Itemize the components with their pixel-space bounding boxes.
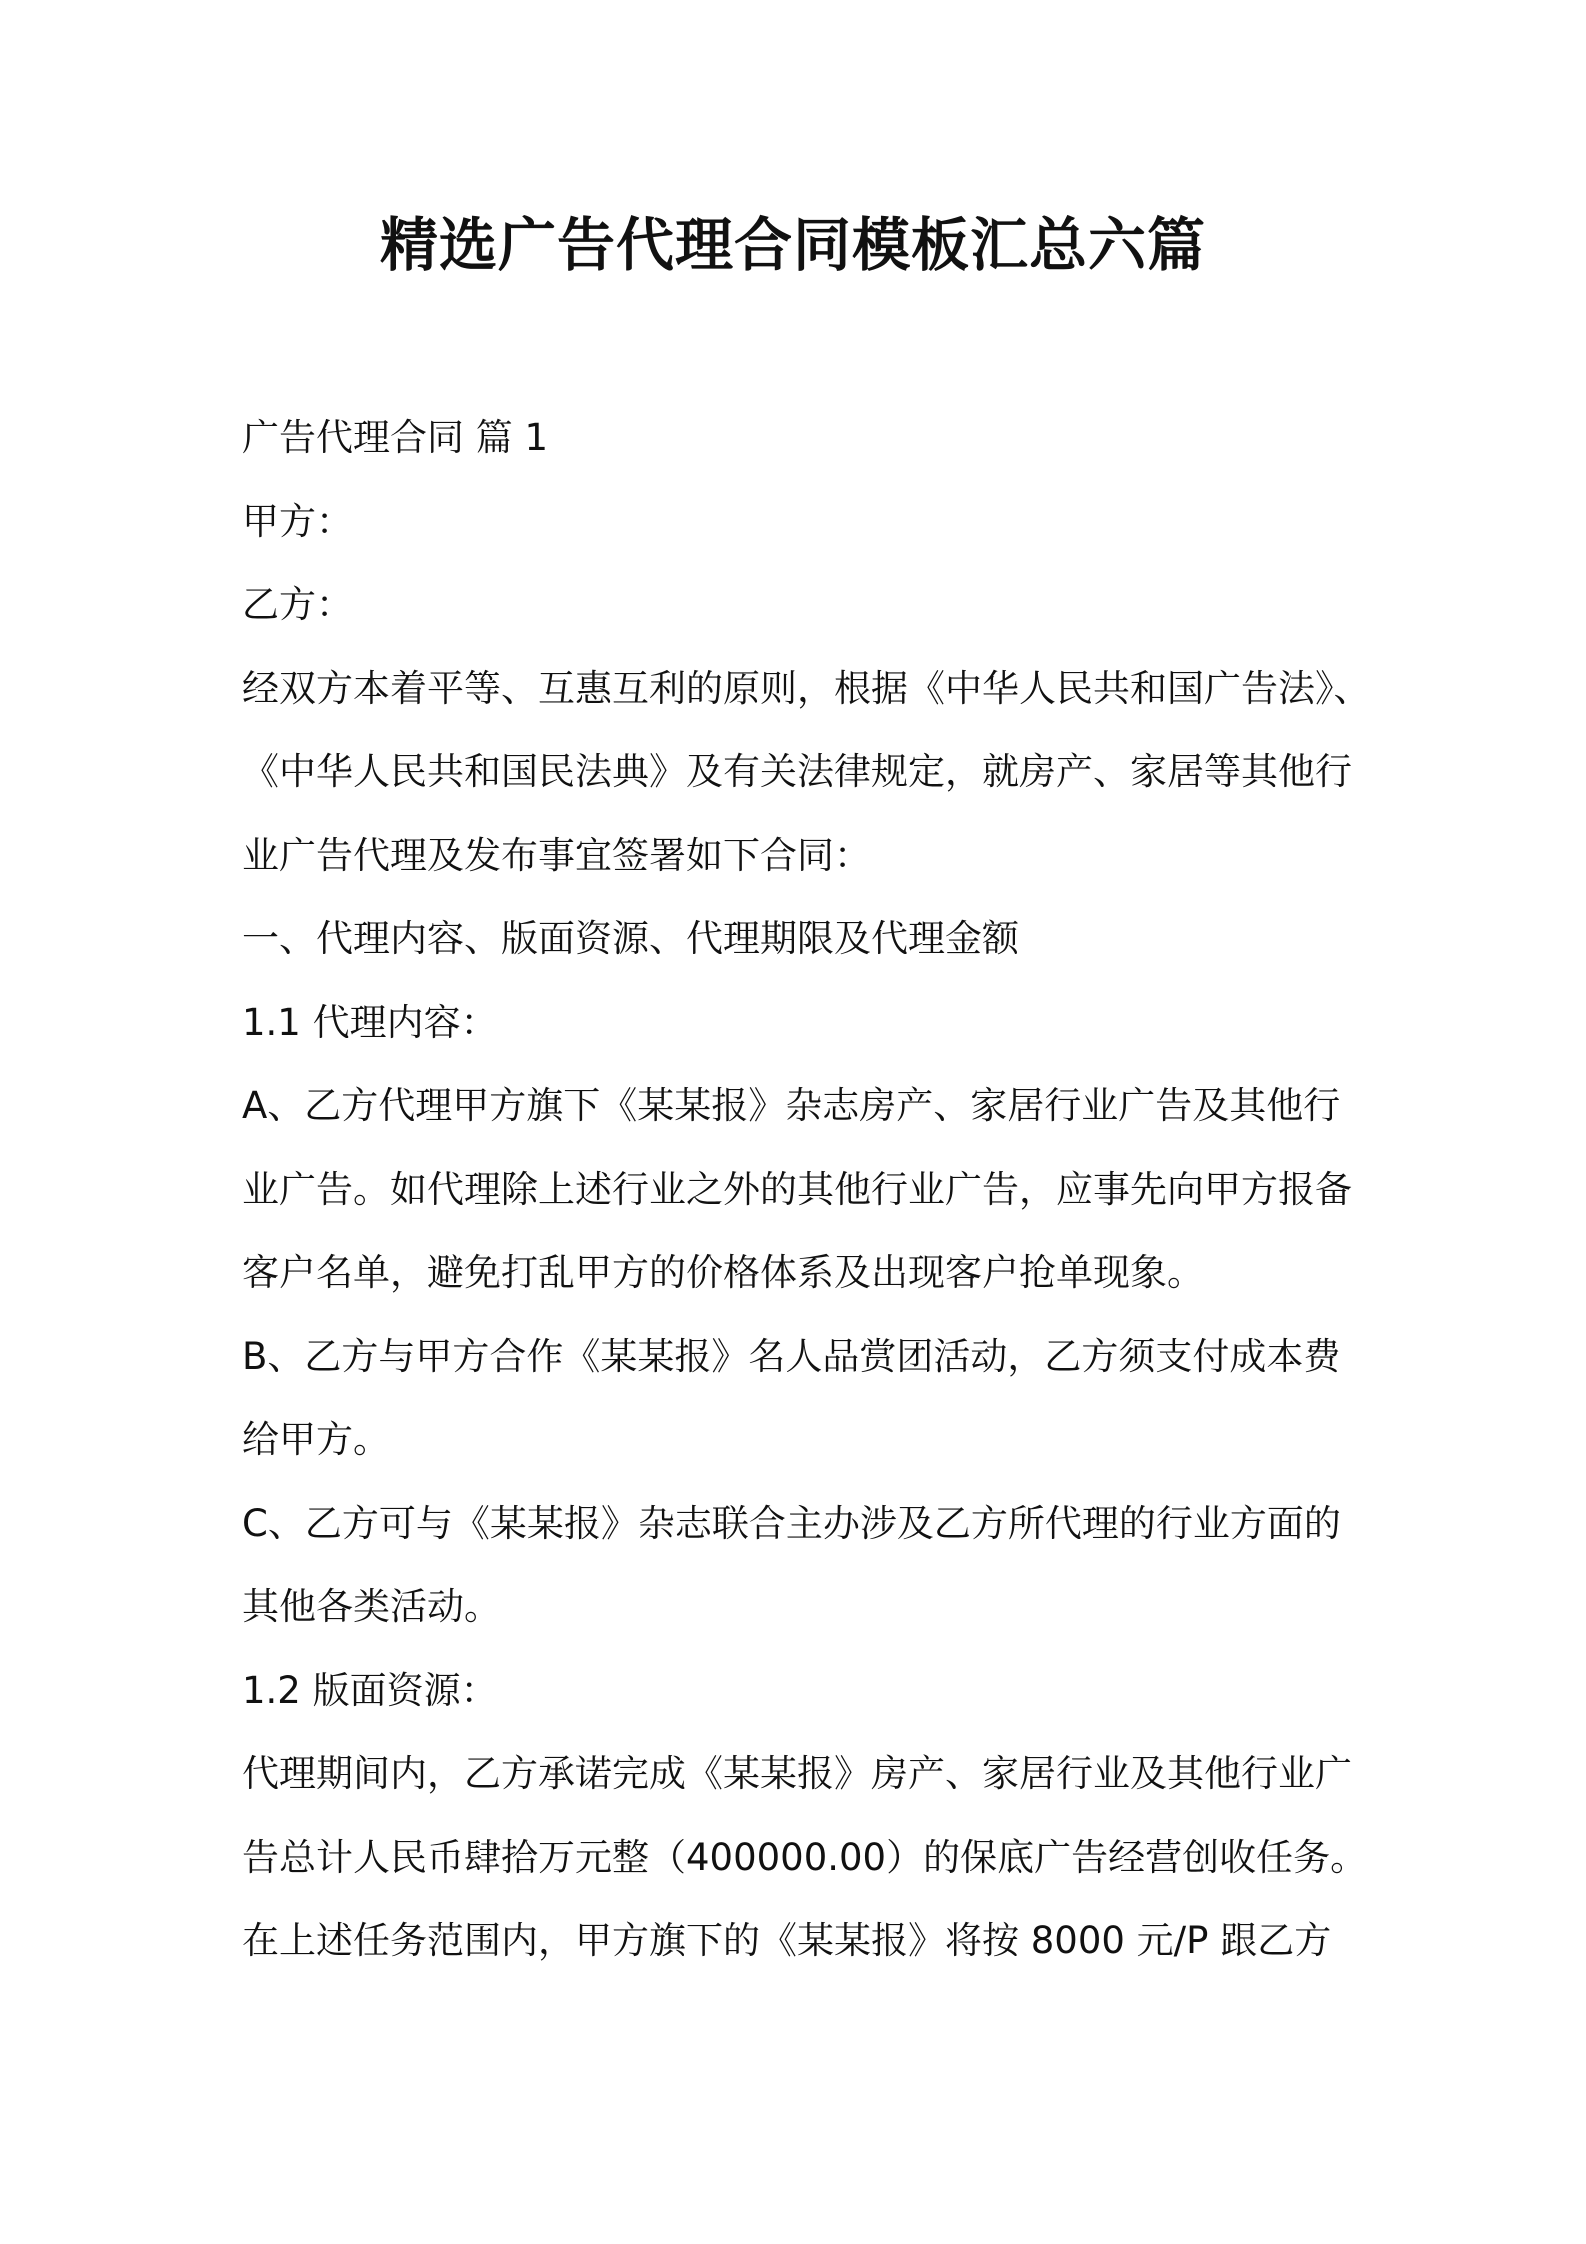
paragraph-line: 给甲方。 [242, 1418, 390, 1461]
clause-heading: 一、代理内容、版面资源、代理期限及代理金额 [242, 917, 1019, 960]
paragraph-line: 在上述任务范围内，甲方旗下的《某某报》将按 8000 元/P 跟乙方 [242, 1919, 1332, 1962]
party-a-line: 甲方： [242, 499, 353, 543]
subclause-heading: 1.1 代理内容： [242, 1000, 498, 1044]
paragraph-line: 客户名单，避免打乱甲方的价格体系及出现客户抢单现象。 [242, 1251, 1204, 1294]
paragraph-line: 业广告代理及发布事宜签署如下合同： [242, 833, 871, 877]
paragraph-line: 代理期间内，乙方承诺完成《某某报》房产、家居行业及其他行业广 [242, 1752, 1352, 1795]
document-title: 精选广告代理合同模板汇总六篇 [379, 211, 1206, 279]
subclause-heading: 1.2 版面资源： [242, 1668, 498, 1712]
document-body [242, 396, 1371, 1983]
paragraph-line: 其他各类活动。 [242, 1585, 501, 1628]
paragraph-line: A、乙方代理甲方旗下《某某报》杂志房产、家居行业广告及其他行 [242, 1084, 1341, 1127]
paragraph-line: 经双方本着平等、互惠互利的原则，根据《中华人民共和国广告法》、 [242, 666, 1371, 710]
paragraph-line: 告总计人民币肆拾万元整（400000.00）的保底广告经营创收任务。 [242, 1835, 1368, 1879]
paragraph-line: 业广告。如代理除上述行业之外的其他行业广告，应事先向甲方报备 [242, 1167, 1352, 1211]
paragraph-line: B、乙方与甲方合作《某某报》名人品赏团活动，乙方须支付成本费 [242, 1334, 1341, 1378]
section-heading: 广告代理合同 篇 1 [242, 416, 549, 459]
party-b-line: 乙方： [242, 583, 353, 626]
paragraph-line: C、乙方可与《某某报》杂志联合主办涉及乙方所代理的行业方面的 [242, 1501, 1341, 1545]
paragraph-line: 《中华人民共和国民法典》及有关法律规定，就房产、家居等其他行 [242, 750, 1352, 793]
